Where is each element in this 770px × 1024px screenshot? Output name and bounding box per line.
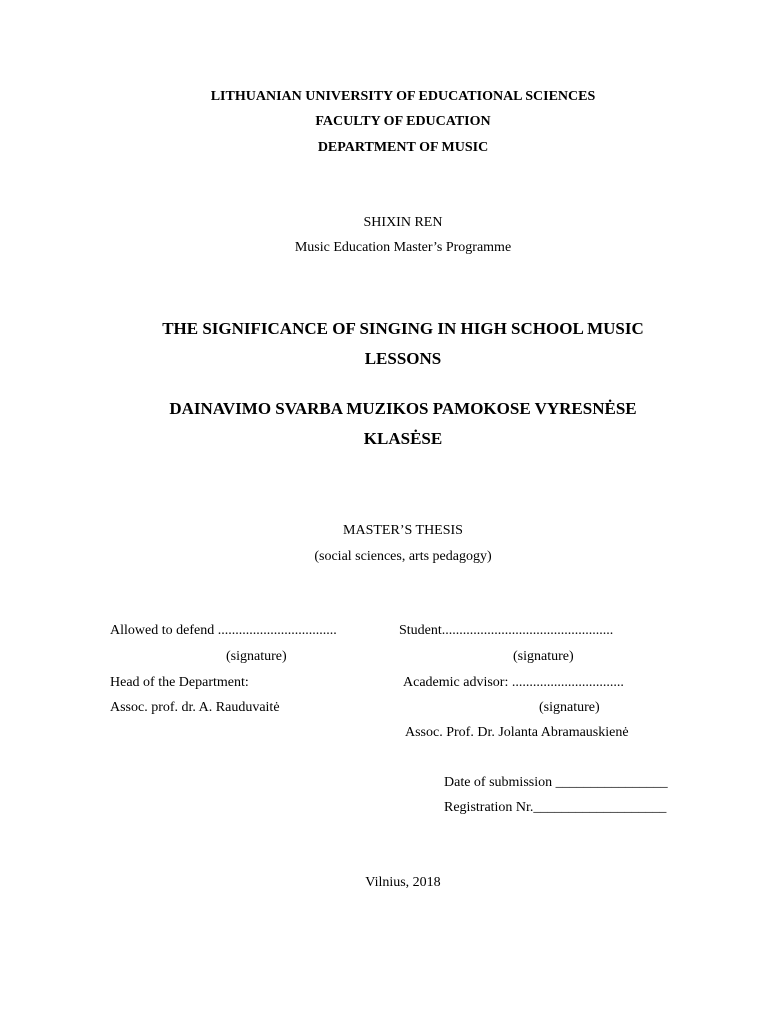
left-signature-caption: (signature)	[226, 649, 287, 664]
title-en-line2: LESSONS	[364, 349, 442, 368]
academic-advisor-name: Assoc. Prof. Dr. Jolanta Abramauskienė	[405, 725, 629, 740]
registration-number-line: Registration Nr.___________________	[444, 800, 667, 815]
student-signature-line: Student.................................................	[399, 623, 614, 638]
head-of-department-label: Head of the Department:	[110, 675, 249, 690]
university-name: LITHUANIAN UNIVERSITY OF EDUCATIONAL SCIENCES	[210, 89, 596, 104]
faculty-name: FACULTY OF EDUCATION	[315, 114, 491, 129]
academic-advisor-line: Academic advisor: ................................	[403, 675, 624, 690]
allowed-to-defend-line: Allowed to defend ..................................	[110, 623, 337, 638]
author-name: SHIXIN REN	[363, 215, 443, 230]
place-and-year: Vilnius, 2018	[365, 875, 441, 890]
title-lt-line1: DAINAVIMO SVARBA MUZIKOS PAMOKOSE VYRESNĖSE	[169, 399, 637, 418]
title-en-line1: THE SIGNIFICANCE OF SINGING IN HIGH SCHOOL MUSIC	[162, 319, 644, 338]
head-of-department-name: Assoc. prof. dr. A. Rauduvaitė	[110, 700, 280, 715]
department-name: DEPARTMENT OF MUSIC	[317, 140, 489, 155]
date-of-submission-line: Date of submission ________________	[444, 775, 668, 790]
student-signature-caption: (signature)	[513, 649, 574, 664]
title-lt-line2: KLASĖSE	[363, 429, 443, 448]
programme-name: Music Education Master’s Programme	[294, 240, 512, 255]
thesis-type: MASTER’S THESIS	[343, 523, 463, 538]
thesis-field: (social sciences, arts pedagogy)	[314, 549, 492, 564]
advisor-signature-caption: (signature)	[539, 700, 600, 715]
